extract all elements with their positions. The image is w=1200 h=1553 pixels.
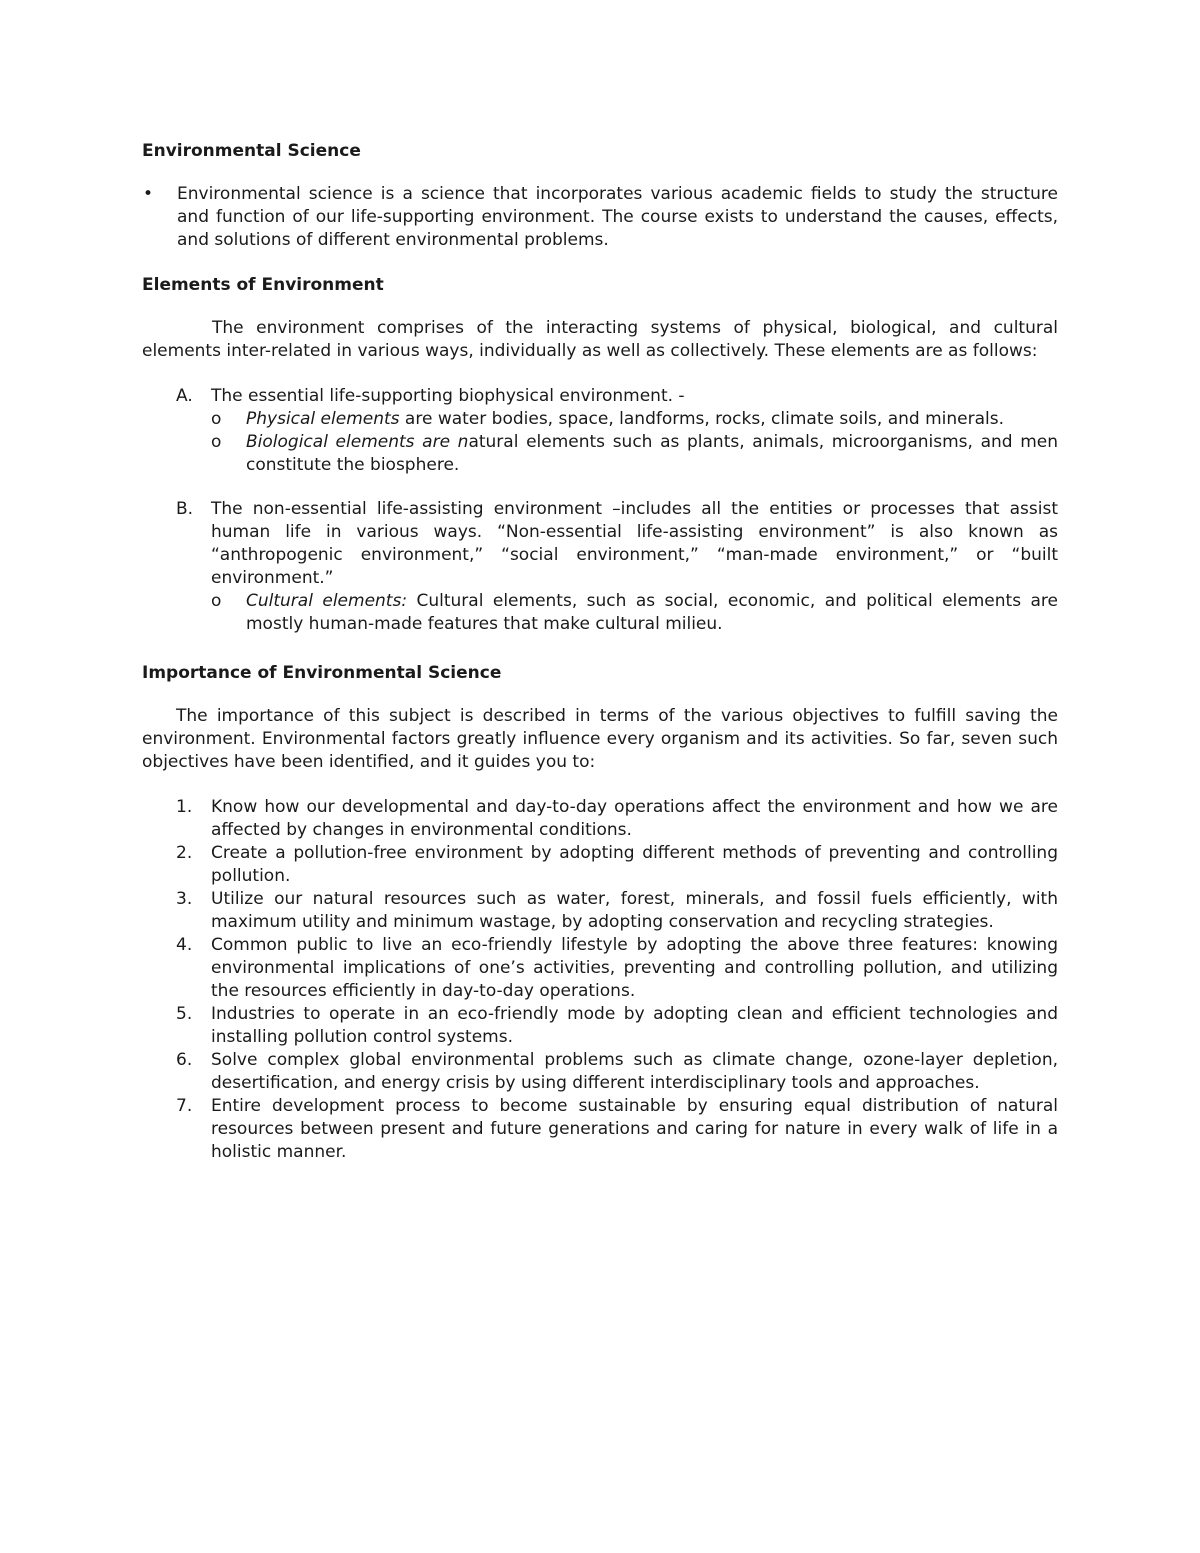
importance-intro-paragraph: The importance of this subject is described in terms of the various objectives to fulfill saving the environment. Environmental factors greatly influence every organism and its activities. So far, seven such objectives have been identified, and it guides you to: bbox=[142, 706, 1058, 772]
list-marker: A. bbox=[176, 386, 193, 406]
list-item-a bbox=[142, 385, 1058, 408]
sub-marker: o bbox=[211, 432, 222, 452]
number-marker: 3. bbox=[176, 889, 193, 909]
numbered-item-text: Know how our developmental and day-to-day operations affect the environment and how we are affected by changes in environmental conditions. bbox=[211, 797, 1058, 840]
number-marker: 1. bbox=[176, 797, 193, 817]
numbered-item bbox=[142, 934, 1058, 1003]
sub-item-text bbox=[246, 408, 1058, 431]
italic-term: Cultural elements: bbox=[246, 591, 408, 611]
heading-elements-of-environment: Elements of Environment bbox=[142, 275, 384, 295]
list-item-text: The non-essential life-assisting environment –includes all the entities or processes that assist human life in various ways. “Non-essential life-assisting environment” is also known as “anthropogenic environment,” “social environment,” “man-made environment,” or “built environment.” bbox=[211, 499, 1058, 588]
numbered-item bbox=[142, 1095, 1058, 1164]
italic-term: Biological elements are n bbox=[246, 432, 469, 452]
numbered-item-text: Utilize our natural resources such as water, forest, minerals, and fossil fuels efficiently, with maximum utility and minimum wastage, by adopting conservation and recycling strategies. bbox=[211, 889, 1058, 932]
sub-marker: o bbox=[211, 591, 222, 611]
sub-item-text bbox=[246, 431, 1058, 477]
numbered-item bbox=[142, 796, 1058, 842]
numbered-item-text: Entire development process to become sustainable by ensuring equal distribution of natural resources between present and future generations and caring for nature in every walk of life in a holistic manner. bbox=[211, 1096, 1058, 1162]
list-marker: B. bbox=[176, 499, 194, 519]
number-marker: 7. bbox=[176, 1096, 193, 1116]
numbered-item bbox=[142, 888, 1058, 934]
numbered-list bbox=[142, 796, 1058, 1164]
document-page bbox=[142, 140, 1058, 1164]
bullet-item bbox=[142, 183, 1058, 252]
heading-environmental-science: Environmental Science bbox=[142, 141, 361, 161]
list-item-b bbox=[142, 498, 1058, 590]
numbered-item-text: Common public to live an eco-friendly lifestyle by adopting the above three features: knowing environmental implications of one’s activities, preventing and controlling pollution, and utilizing the resources efficiently in day-to-day operations. bbox=[211, 935, 1058, 1001]
sub-item-text bbox=[246, 590, 1058, 636]
sub-marker: o bbox=[211, 409, 222, 429]
sub-item bbox=[142, 590, 1058, 636]
italic-term: Physical elements bbox=[246, 409, 400, 429]
numbered-item-text: Industries to operate in an eco-friendly mode by adopting clean and efficient technologies and installing pollution control systems. bbox=[211, 1004, 1058, 1047]
numbered-item bbox=[142, 1003, 1058, 1049]
elements-intro-paragraph: The environment comprises of the interacting systems of physical, biological, and cultural elements inter-related in various ways, individually as well as collectively. These elements are as follows: bbox=[142, 318, 1058, 361]
bullet-marker: • bbox=[143, 184, 154, 204]
number-marker: 5. bbox=[176, 1004, 193, 1024]
list-item-text: The essential life-supporting biophysical environment. - bbox=[211, 386, 685, 406]
number-marker: 2. bbox=[176, 843, 193, 863]
number-marker: 4. bbox=[176, 935, 193, 955]
numbered-item-text: Solve complex global environmental problems such as climate change, ozone-layer depletion, desertification, and energy crisis by using different interdisciplinary tools and approaches. bbox=[211, 1050, 1058, 1093]
numbered-item-text: Create a pollution-free environment by adopting different methods of preventing and controlling pollution. bbox=[211, 843, 1058, 886]
sub-item-rest: Cultural elements, such as social, economic, and political elements are mostly human-made features that make cultural milieu. bbox=[246, 591, 1058, 634]
heading-importance: Importance of Environmental Science bbox=[142, 663, 502, 683]
numbered-item bbox=[142, 1049, 1058, 1095]
sub-item-rest: are water bodies, space, landforms, rocks, climate soils, and minerals. bbox=[399, 409, 1005, 429]
sub-item-rest: atural elements such as plants, animals, microorganisms, and men constitute the biosphere. bbox=[246, 432, 1058, 475]
sub-item bbox=[142, 431, 1058, 477]
bullet-text: Environmental science is a science that incorporates various academic fields to study the structure and function of our life-supporting environment. The course exists to understand the causes, effects, and solutions of different environmental problems. bbox=[177, 184, 1058, 250]
number-marker: 6. bbox=[176, 1050, 193, 1070]
lettered-list bbox=[142, 385, 1058, 636]
sub-item bbox=[142, 408, 1058, 431]
numbered-item bbox=[142, 842, 1058, 888]
